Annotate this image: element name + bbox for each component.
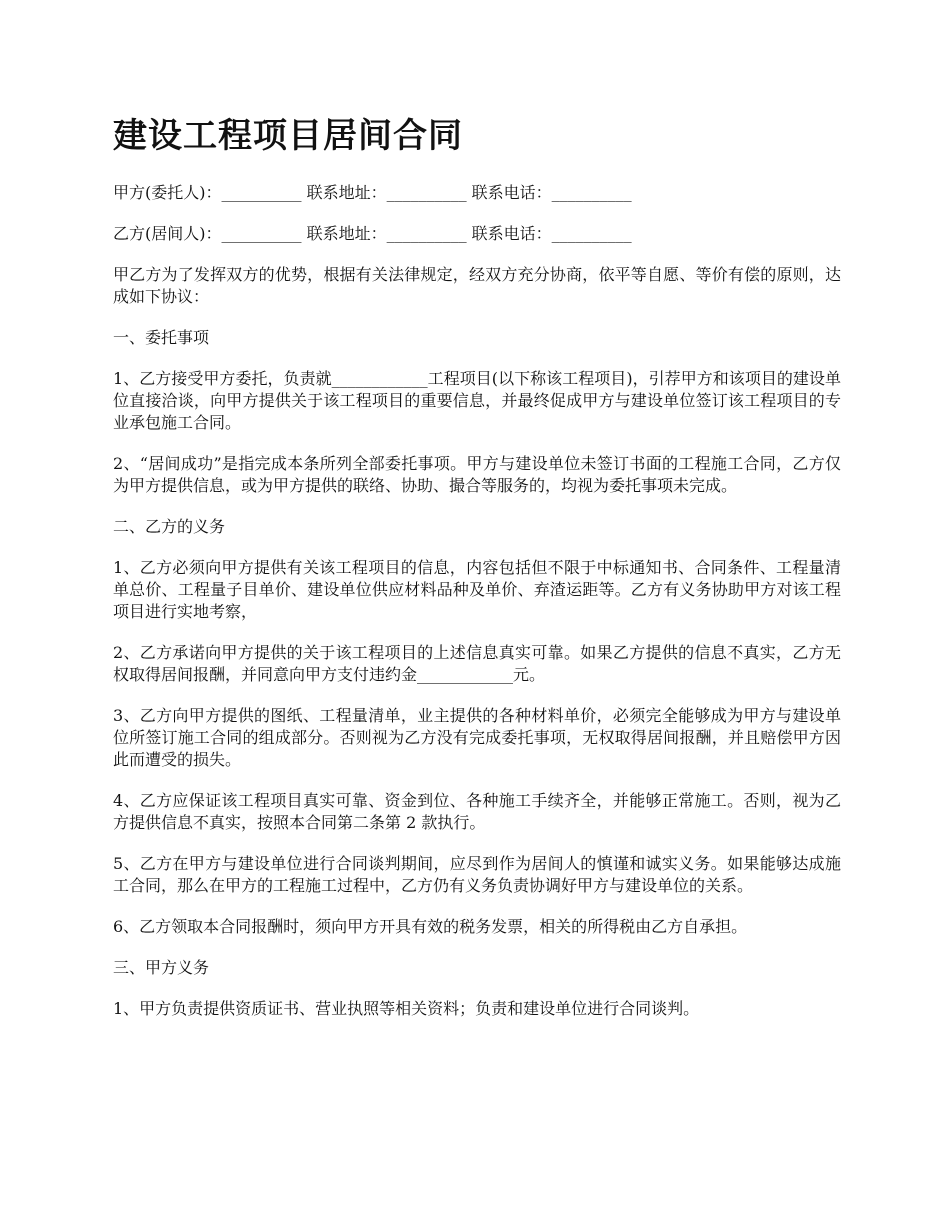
clause-1-2: 2、“居间成功”是指完成本条所列全部委托事项。甲方与建设单位未签订书面的工程施工合同，乙方仅为甲方提供信息，或为甲方提供的联络、协助、撮合等服务的，均视为委托事项未完成。 (113, 454, 841, 495)
clause-2-3: 3、乙方向甲方提供的图纸、工程量清单，业主提供的各种材料单价，必须完全能够成为甲方与建设单位所签订施工合同的组成部分。否则视为乙方没有完成委托事项，无权取得居间报酬，并且赔偿甲方因此而遭受的损失。 (113, 706, 841, 769)
section-heading-1: 一、委托事项 (113, 328, 210, 347)
contract-page (113, 112, 841, 1039)
clause-2-1: 1、乙方必须向甲方提供有关该工程项目的信息，内容包括但不限于中标通知书、合同条件、工程量清单总价、工程量子目单价、建设单位供应材料品种及单价、弃渣运距等。乙方有义务协助甲方对该工程项目进行实地考察， (113, 558, 841, 621)
section-heading-2: 二、乙方的义务 (113, 517, 226, 536)
clause-1-1: 1、乙方接受甲方委托，负责就____________工程项目(以下称该工程项目)，引荐甲方和该项目的建设单位直接洽谈，向甲方提供关于该工程项目的重要信息，并最终促成甲方与建设单位签订该工程项目的专业承包施工合同。 (113, 369, 841, 432)
clause-3-1: 1、甲方负责提供资质证书、营业执照等相关资料；负责和建设单位进行合同谈判。 (113, 999, 700, 1018)
preamble-paragraph: 甲乙方为了发挥双方的优势，根据有关法律规定，经双方充分协商，依平等自愿、等价有偿的原则，达成如下协议： (113, 265, 841, 306)
party-b-line: 乙方(居间人)：__________ 联系地址：__________ 联系电话：__________ (113, 224, 632, 243)
document-title: 建设工程项目居间合同 (113, 116, 463, 156)
section-heading-3: 三、甲方义务 (113, 958, 210, 977)
clause-2-4: 4、乙方应保证该工程项目真实可靠、资金到位、各种施工手续齐全，并能够正常施工。否则，视为乙方提供信息不真实，按照本合同第二条第 2 款执行。 (113, 791, 841, 832)
clause-2-5: 5、乙方在甲方与建设单位进行合同谈判期间，应尽到作为居间人的慎谨和诚实义务。如果能够达成施工合同，那么在甲方的工程施工过程中，乙方仍有义务负责协调好甲方与建设单位的关系。 (113, 854, 841, 895)
party-a-line: 甲方(委托人)：__________ 联系地址：__________ 联系电话：__________ (113, 183, 632, 202)
clause-2-2: 2、乙方承诺向甲方提供的关于该工程项目的上述信息真实可靠。如果乙方提供的信息不真实，乙方无权取得居间报酬，并同意向甲方支付违约金____________元。 (113, 643, 841, 684)
clause-2-6: 6、乙方领取本合同报酬时，须向甲方开具有效的税务发票，相关的所得税由乙方自承担。 (113, 917, 748, 936)
